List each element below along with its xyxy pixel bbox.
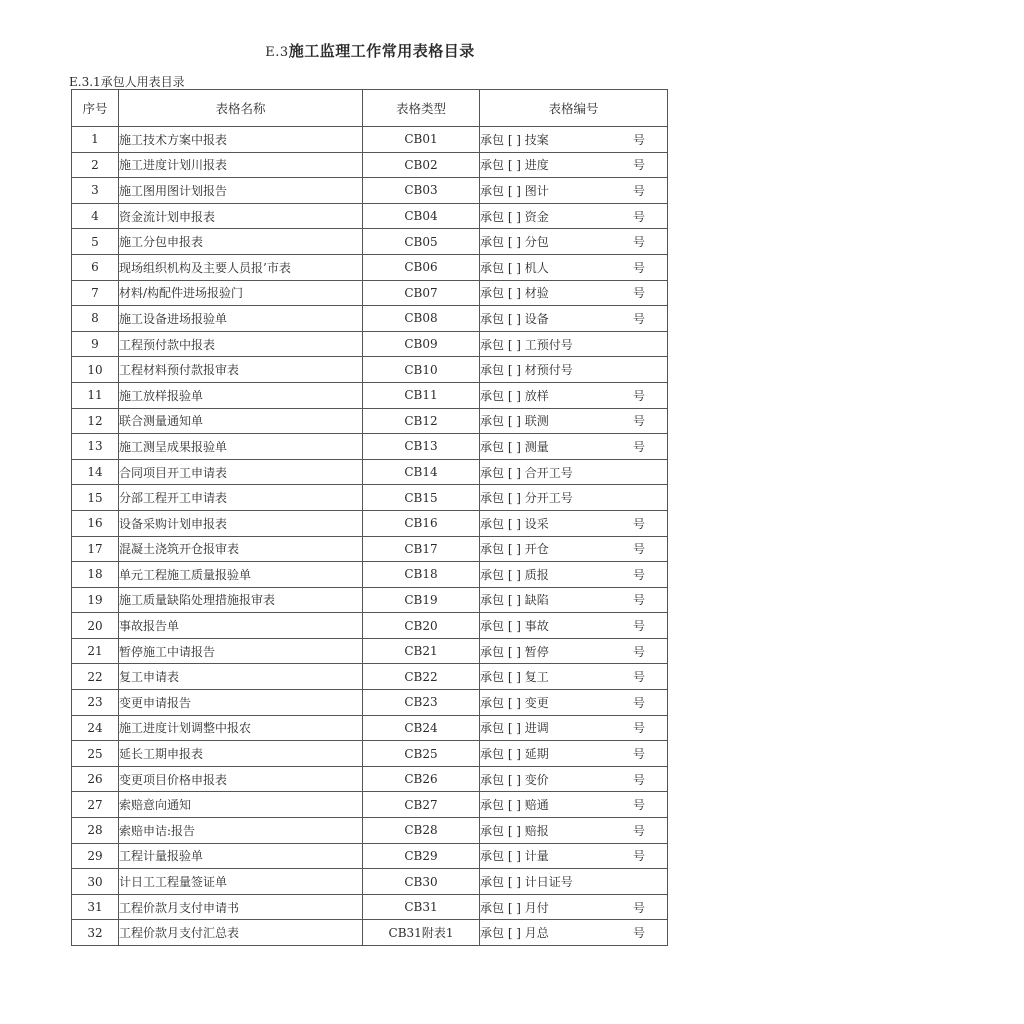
form-code-text: 承包 [ ] 缺陷: [480, 593, 549, 608]
row-form-code: [480, 434, 668, 460]
form-code-suffix: 号: [632, 260, 645, 275]
form-code-text: 承包 [ ] 计量: [480, 849, 549, 864]
table-row: [72, 254, 668, 280]
row-form-name: 施工放样报验单: [119, 382, 363, 408]
row-form-code: [480, 792, 668, 818]
row-form-name: 索赔意向通知: [119, 792, 363, 818]
row-serial: 19: [72, 587, 119, 613]
form-code-text: 承包 [ ] 材预付号: [480, 363, 573, 378]
table-row: [72, 178, 668, 204]
row-form-name: 暂停施工中请报告: [119, 638, 363, 664]
form-code-text: 承包 [ ] 材验: [480, 286, 549, 301]
form-code-suffix: 号: [632, 798, 645, 813]
table-row: [72, 536, 668, 562]
row-form-code: [480, 715, 668, 741]
row-form-type: CB07: [363, 280, 480, 306]
row-form-name: 材料/构配件进场报验门: [119, 280, 363, 306]
row-form-code: [480, 127, 668, 153]
form-code-suffix: 号: [632, 567, 645, 582]
row-form-code: [480, 741, 668, 767]
row-serial: 5: [72, 229, 119, 255]
row-serial: 6: [72, 254, 119, 280]
form-code-suffix: 号: [632, 516, 645, 531]
row-serial: 4: [72, 203, 119, 229]
row-form-type: CB16: [363, 510, 480, 536]
form-code-text: 承包 [ ] 月付: [480, 900, 549, 915]
table-row: [72, 562, 668, 588]
row-form-code: [480, 510, 668, 536]
row-serial: 30: [72, 869, 119, 895]
form-code-text: 承包 [ ] 开仓: [480, 542, 549, 557]
row-form-type: CB25: [363, 741, 480, 767]
row-form-type: CB20: [363, 613, 480, 639]
row-form-name: 单元工程施工质量报验单: [119, 562, 363, 588]
table-row: [72, 638, 668, 664]
row-form-name: 施工质量缺陷处理措施报审表: [119, 587, 363, 613]
row-form-type: CB21: [363, 638, 480, 664]
table-row: [72, 485, 668, 511]
row-form-name: 施工图用图计划报告: [119, 178, 363, 204]
row-form-code: [480, 485, 668, 511]
title-text: 施工监理工作常用表格目录: [288, 42, 475, 60]
table-row: [72, 587, 668, 613]
row-form-code: [480, 587, 668, 613]
row-form-name: 复工申请表: [119, 664, 363, 690]
row-serial: 25: [72, 741, 119, 767]
form-code-suffix: 号: [632, 619, 645, 634]
form-code-suffix: 号: [632, 235, 645, 250]
row-form-code: [480, 152, 668, 178]
row-serial: 17: [72, 536, 119, 562]
row-form-type: CB28: [363, 818, 480, 844]
row-form-code: [480, 843, 668, 869]
row-form-type: CB29: [363, 843, 480, 869]
form-code-text: 承包 [ ] 进度: [480, 158, 549, 173]
form-code-suffix: 号: [632, 695, 645, 710]
table-row: [72, 357, 668, 383]
form-code-text: 承包 [ ] 分开工号: [480, 491, 573, 506]
row-form-name: 工程计量报验单: [119, 843, 363, 869]
form-code-suffix: 号: [632, 593, 645, 608]
row-form-name: 分部工程开工申请表: [119, 485, 363, 511]
table-row: [72, 382, 668, 408]
form-code-text: 承包 [ ] 赔通: [480, 798, 549, 813]
row-form-type: CB13: [363, 434, 480, 460]
title-prefix: E.3: [265, 45, 289, 60]
row-serial: 29: [72, 843, 119, 869]
form-code-suffix: 号: [632, 439, 645, 454]
row-form-code: [480, 280, 668, 306]
row-form-type: CB27: [363, 792, 480, 818]
table-row: [72, 306, 668, 332]
row-form-code: [480, 459, 668, 485]
row-form-code: [480, 613, 668, 639]
row-form-code: [480, 408, 668, 434]
row-form-name: 索赔申诘:报告: [119, 818, 363, 844]
form-code-text: 承包 [ ] 质报: [480, 567, 549, 582]
row-serial: 16: [72, 510, 119, 536]
row-serial: 3: [72, 178, 119, 204]
row-form-code: [480, 536, 668, 562]
form-code-text: 承包 [ ] 进调: [480, 721, 549, 736]
row-serial: 18: [72, 562, 119, 588]
row-form-type: CB05: [363, 229, 480, 255]
row-form-type: CB22: [363, 664, 480, 690]
row-form-code: [480, 690, 668, 716]
row-form-name: 工程材料预付款报审表: [119, 357, 363, 383]
row-form-type: CB17: [363, 536, 480, 562]
table-row: [72, 741, 668, 767]
row-serial: 24: [72, 715, 119, 741]
row-form-code: [480, 382, 668, 408]
row-form-type: CB26: [363, 766, 480, 792]
row-form-name: 设备采购计划申报表: [119, 510, 363, 536]
form-code-text: 承包 [ ] 机人: [480, 260, 549, 275]
form-code-text: 承包 [ ] 设备: [480, 311, 549, 326]
row-form-name: 混凝土浇筑开仓报审表: [119, 536, 363, 562]
row-form-type: CB31: [363, 894, 480, 920]
table-row: [72, 869, 668, 895]
table-row: [72, 152, 668, 178]
row-form-name: 施工设备进场报验单: [119, 306, 363, 332]
table-row: [72, 664, 668, 690]
form-code-text: 承包 [ ] 资金: [480, 209, 549, 224]
table-row: [72, 818, 668, 844]
table-row: [72, 613, 668, 639]
row-form-type: CB10: [363, 357, 480, 383]
form-code-suffix: 号: [632, 721, 645, 736]
row-form-type: CB11: [363, 382, 480, 408]
form-code-text: 承包 [ ] 技案: [480, 132, 549, 147]
table-row: [72, 434, 668, 460]
form-code-text: 承包 [ ] 计日证号: [480, 875, 573, 890]
form-code-text: 承包 [ ] 合开工号: [480, 465, 573, 480]
form-code-suffix: 号: [632, 311, 645, 326]
document-title: [0, 40, 740, 61]
row-form-name: 施工进度计划调整中报农: [119, 715, 363, 741]
row-serial: 21: [72, 638, 119, 664]
form-code-suffix: 号: [632, 644, 645, 659]
row-serial: 14: [72, 459, 119, 485]
form-code-suffix: 号: [632, 132, 645, 147]
row-form-code: [480, 638, 668, 664]
row-form-code: [480, 920, 668, 946]
form-code-suffix: 号: [632, 183, 645, 198]
form-code-text: 承包 [ ] 暂停: [480, 644, 549, 659]
row-form-type: CB14: [363, 459, 480, 485]
table-row: [72, 690, 668, 716]
row-form-name: 资金流计划申报表: [119, 203, 363, 229]
row-form-code: [480, 818, 668, 844]
form-code-suffix: 号: [632, 209, 645, 224]
table-row: [72, 408, 668, 434]
form-code-suffix: 号: [632, 772, 645, 787]
form-code-text: 承包 [ ] 设采: [480, 516, 549, 531]
form-code-text: 承包 [ ] 月总: [480, 926, 549, 941]
table-row: [72, 792, 668, 818]
row-serial: 32: [72, 920, 119, 946]
form-code-text: 承包 [ ] 联测: [480, 414, 549, 429]
table-row: [72, 920, 668, 946]
row-form-type: CB08: [363, 306, 480, 332]
row-form-name: 工程预付款中报表: [119, 331, 363, 357]
form-code-text: 承包 [ ] 分包: [480, 235, 549, 250]
section-heading: E.3.1承包人用表目录: [69, 75, 185, 89]
form-code-text: 承包 [ ] 赔报: [480, 823, 549, 838]
form-code-suffix: 号: [632, 823, 645, 838]
row-form-type: CB24: [363, 715, 480, 741]
row-form-name: 合同项目开工申请表: [119, 459, 363, 485]
form-code-suffix: 号: [632, 388, 645, 403]
form-code-suffix: 号: [632, 747, 645, 762]
row-serial: 20: [72, 613, 119, 639]
form-code-suffix: 号: [632, 926, 645, 941]
form-code-text: 承包 [ ] 放样: [480, 388, 549, 403]
form-code-text: 承包 [ ] 复工: [480, 670, 549, 685]
row-form-type: CB18: [363, 562, 480, 588]
row-form-type: CB06: [363, 254, 480, 280]
row-form-code: [480, 766, 668, 792]
row-form-name: 施工分包申报表: [119, 229, 363, 255]
row-form-type: CB31附表1: [363, 920, 480, 946]
table-row: [72, 459, 668, 485]
row-serial: 28: [72, 818, 119, 844]
row-form-code: [480, 869, 668, 895]
row-form-code: [480, 562, 668, 588]
header-form-code: 表格编号: [480, 90, 668, 127]
table-row: [72, 843, 668, 869]
row-form-type: CB02: [363, 152, 480, 178]
row-form-name: 施工进度计划川报表: [119, 152, 363, 178]
row-form-code: [480, 178, 668, 204]
row-serial: 31: [72, 894, 119, 920]
table-header-row: [72, 90, 668, 127]
form-code-text: 承包 [ ] 延期: [480, 747, 549, 762]
row-serial: 8: [72, 306, 119, 332]
row-form-type: CB12: [363, 408, 480, 434]
row-form-code: [480, 664, 668, 690]
row-form-code: [480, 357, 668, 383]
row-form-type: CB04: [363, 203, 480, 229]
row-form-type: CB30: [363, 869, 480, 895]
row-serial: 27: [72, 792, 119, 818]
form-code-suffix: 号: [632, 849, 645, 864]
row-serial: 10: [72, 357, 119, 383]
table-row: [72, 229, 668, 255]
row-form-name: 工程价款月支付申请书: [119, 894, 363, 920]
row-form-name: 延长工期申报表: [119, 741, 363, 767]
row-serial: 2: [72, 152, 119, 178]
form-code-text: 承包 [ ] 工预付号: [480, 337, 573, 352]
row-serial: 23: [72, 690, 119, 716]
row-form-type: CB19: [363, 587, 480, 613]
row-form-type: CB09: [363, 331, 480, 357]
row-form-name: 计日工工程量签证单: [119, 869, 363, 895]
table-row: [72, 715, 668, 741]
form-code-suffix: 号: [632, 414, 645, 429]
form-code-suffix: 号: [632, 900, 645, 915]
row-form-type: CB03: [363, 178, 480, 204]
table-row: [72, 766, 668, 792]
row-form-name: 联合测量通知单: [119, 408, 363, 434]
table-row: [72, 127, 668, 153]
table-row: [72, 894, 668, 920]
row-serial: 13: [72, 434, 119, 460]
form-code-text: 承包 [ ] 测量: [480, 439, 549, 454]
row-form-code: [480, 331, 668, 357]
row-serial: 22: [72, 664, 119, 690]
form-code-suffix: 号: [632, 286, 645, 301]
row-form-code: [480, 894, 668, 920]
table-row: [72, 203, 668, 229]
row-form-code: [480, 229, 668, 255]
form-code-text: 承包 [ ] 变更: [480, 695, 549, 710]
form-code-suffix: 号: [632, 158, 645, 173]
row-serial: 9: [72, 331, 119, 357]
row-serial: 7: [72, 280, 119, 306]
row-serial: 11: [72, 382, 119, 408]
form-code-text: 承包 [ ] 图计: [480, 183, 549, 198]
row-serial: 26: [72, 766, 119, 792]
table-row: [72, 280, 668, 306]
row-form-name: 变更项目价格申报表: [119, 766, 363, 792]
form-code-suffix: 号: [632, 542, 645, 557]
row-form-code: [480, 306, 668, 332]
table-row: [72, 510, 668, 536]
row-form-name: 施工测呈成果报验单: [119, 434, 363, 460]
header-form-type: 表格类型: [363, 90, 480, 127]
row-form-name: 变更申请报告: [119, 690, 363, 716]
form-code-text: 承包 [ ] 事故: [480, 619, 549, 634]
header-serial: 序号: [72, 90, 119, 127]
row-form-type: CB01: [363, 127, 480, 153]
row-serial: 12: [72, 408, 119, 434]
row-form-code: [480, 203, 668, 229]
row-serial: 1: [72, 127, 119, 153]
form-code-text: 承包 [ ] 变价: [480, 772, 549, 787]
form-code-suffix: 号: [632, 670, 645, 685]
forms-catalog-table: [71, 89, 668, 946]
row-form-name: 工程价款月支付汇总表: [119, 920, 363, 946]
table-row: [72, 331, 668, 357]
row-form-type: CB15: [363, 485, 480, 511]
row-form-name: 现场组织机构及主要人员报’市表: [119, 254, 363, 280]
row-serial: 15: [72, 485, 119, 511]
row-form-name: 施工技术方案中报表: [119, 127, 363, 153]
row-form-code: [480, 254, 668, 280]
header-form-name: 表格名称: [119, 90, 363, 127]
row-form-type: CB23: [363, 690, 480, 716]
row-form-name: 事故报告单: [119, 613, 363, 639]
